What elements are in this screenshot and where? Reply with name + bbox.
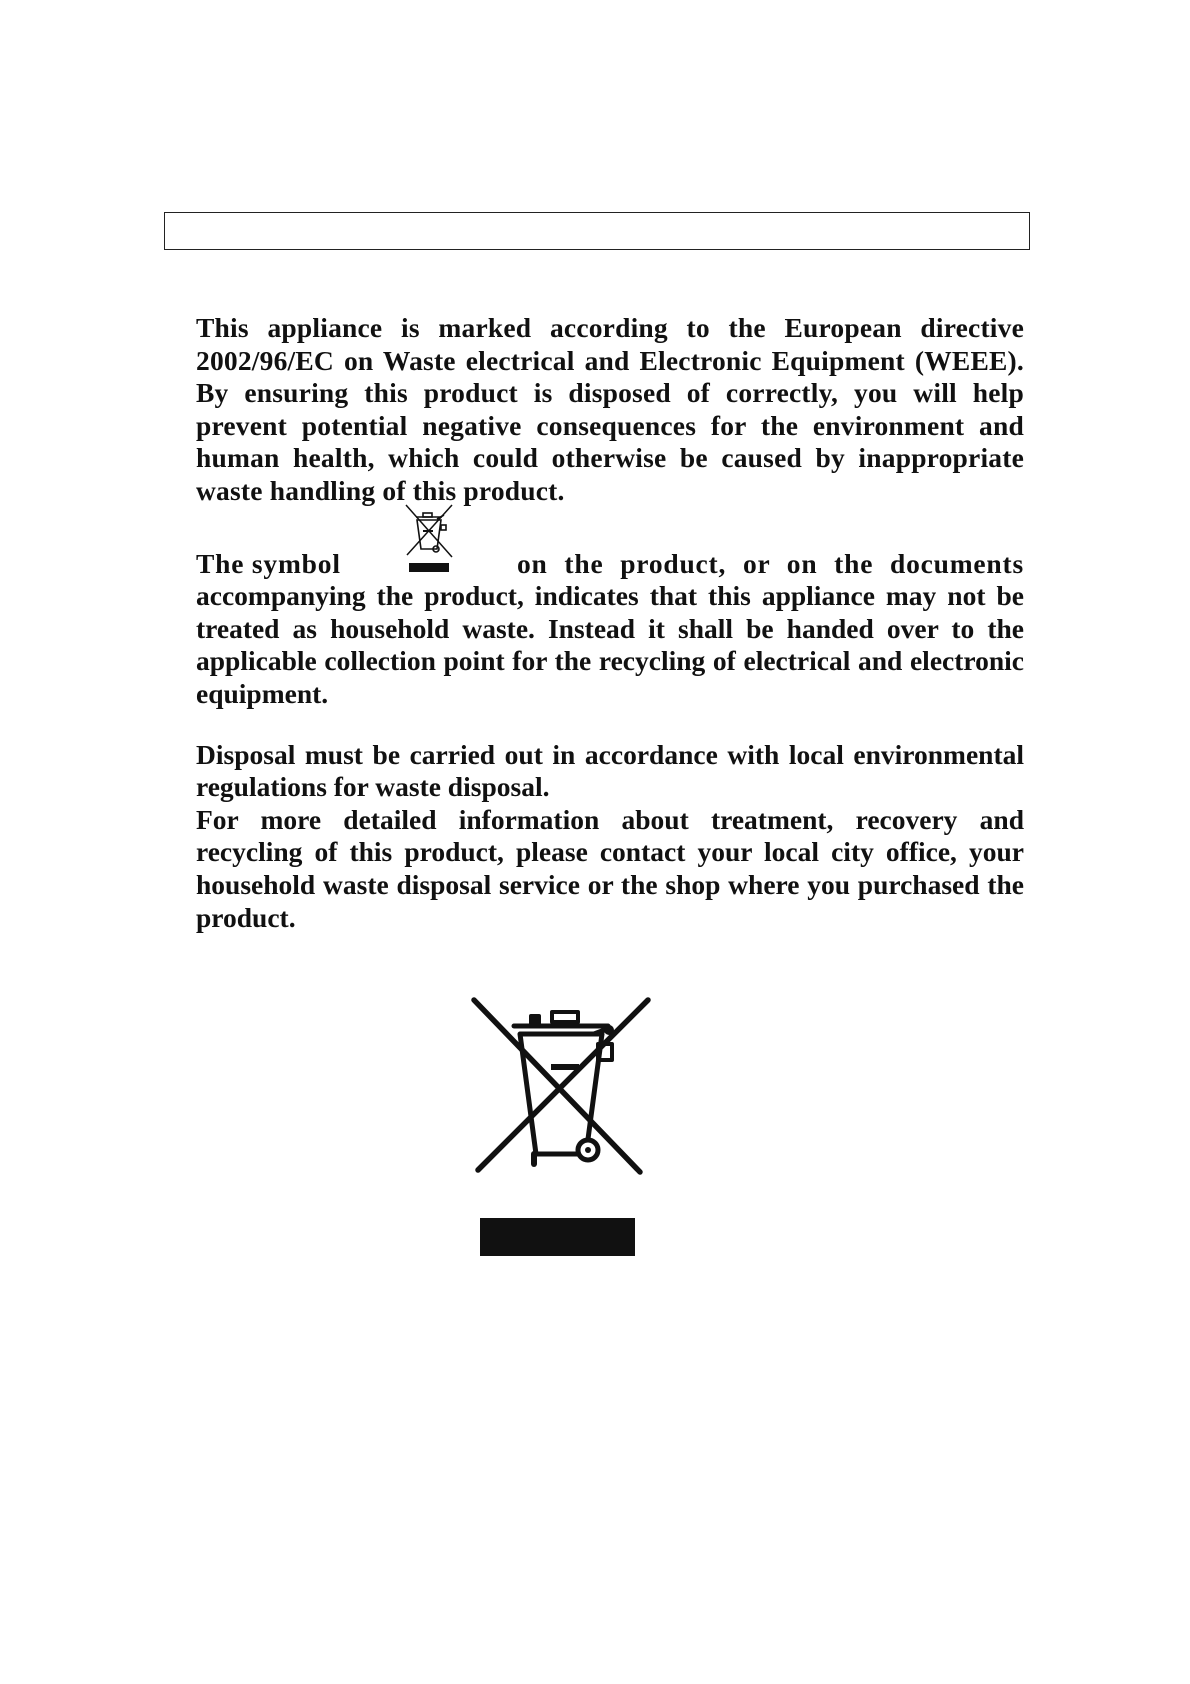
weee-paragraph-disposal: Disposal must be carried out in accordance with local environmental regulations for waste disposal. bbox=[196, 738, 1024, 803]
symbol-line bbox=[196, 548, 1024, 581]
symbol-suffix: on the product, or on the documents bbox=[517, 547, 1024, 579]
paragraph-spacer-2 bbox=[196, 518, 1024, 548]
weee-notice bbox=[196, 312, 1024, 934]
weee-paragraph-directive: This appliance is marked according to the European directive 2002/96/EC on Waste electrical and Electronic Equipment (WEEE). By ensuring this product is disposed of correctly, you will help prevent potential negative consequences for the environment and human health, which could otherwise be caused by inappropriate waste handling of this product. bbox=[196, 312, 1024, 506]
paragraph-spacer bbox=[196, 508, 1024, 518]
crossed-out-wheelie-bin-icon bbox=[404, 503, 454, 575]
symbol-prefix: The symbol bbox=[196, 547, 341, 579]
large-crossed-out-wheelie-bin-icon bbox=[468, 996, 656, 1260]
header-box bbox=[164, 212, 1030, 250]
weee-paragraph-information: For more detailed information about treatment, recovery and recycling of this product, please contact your local city office, your household waste disposal service or the shop where you purchased the product. bbox=[196, 803, 1024, 933]
weee-paragraph-symbol: accompanying the product, indicates that this appliance may not be treated as household waste. Instead it shall be handed over to the applicable collection point for the recycling of electrical and electronic equipment. bbox=[196, 580, 1024, 709]
